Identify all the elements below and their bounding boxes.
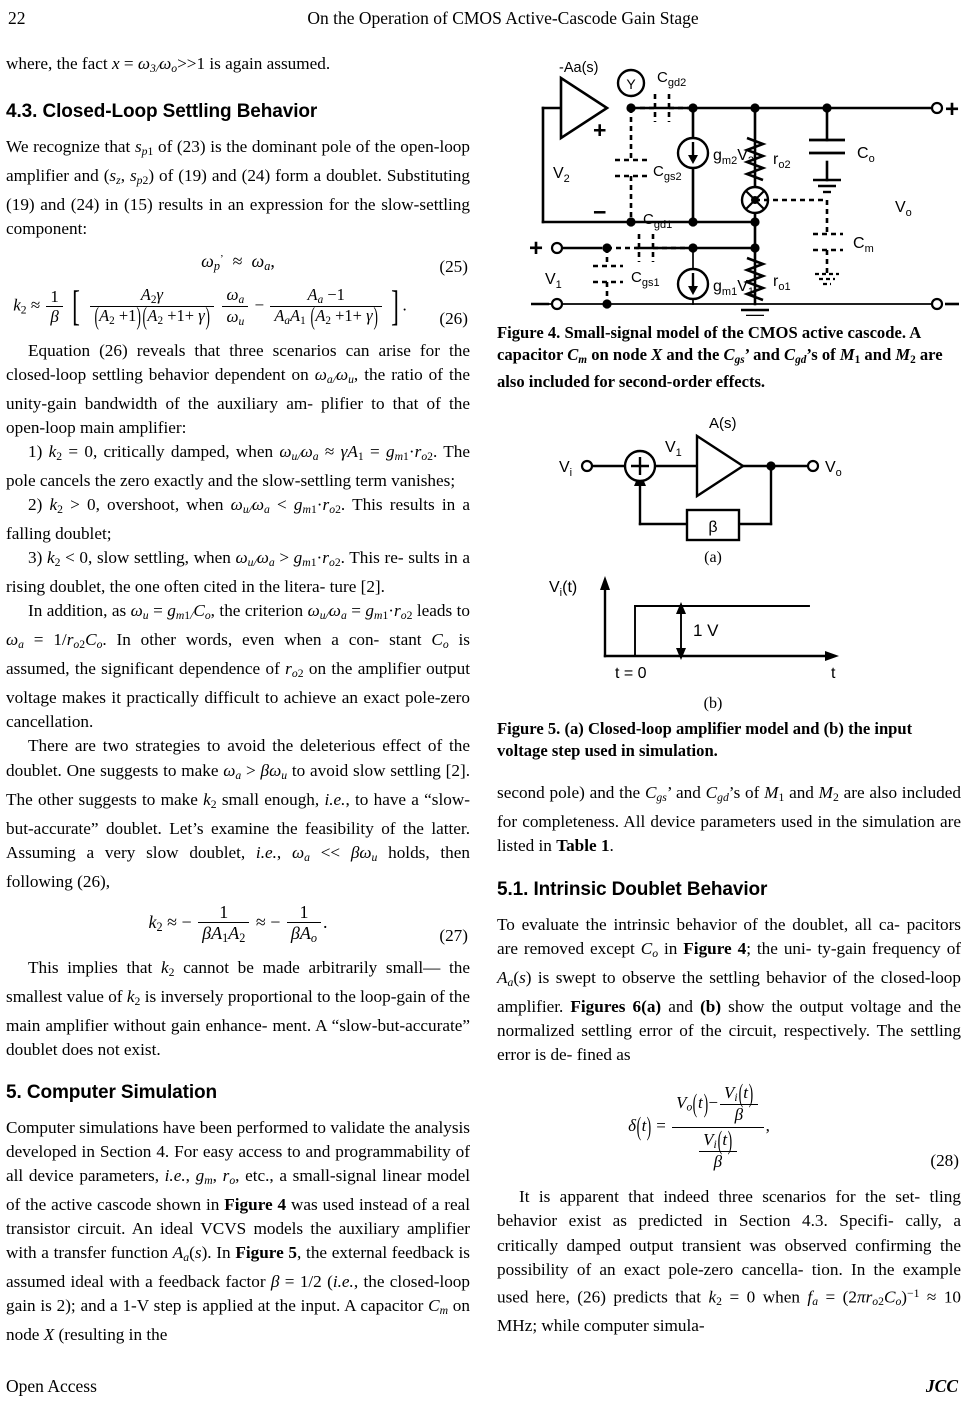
- figure-4-caption: Figure 4. Small-signal model of the CMOS active cascode. A capacitor $C_m$ on node X and the $C_{gs}$’ and $C_{gd}’s$ of $M_1$ and $M_2$ are also included for second-order effects.: [497, 323, 943, 391]
- vo-terminal: [808, 461, 818, 471]
- paragraph-r-2: To evaluate the intrinsic behavior of the doublet, all ca- pacitors are removed except $C_o$ in Figure 4; the uni- ty-gain frequency of $A_a(s)$ is swept to observe the settling behavior of the closed-loop amplifier. Figures 6(a) and (b) show the output voltage and the normalized settling error of the circuit, respectively. The settling error is de- fined as: [497, 914, 962, 1064]
- step-arrow-down: [676, 648, 686, 660]
- page-footer: [0, 1376, 966, 1400]
- t-axis-label: t: [831, 665, 836, 683]
- summing-junction: [625, 451, 655, 481]
- open-access-label: Open Access: [6, 1376, 97, 1396]
- co-label: $C_o$: [857, 145, 875, 165]
- left-column: [6, 52, 470, 1347]
- ro1-label: $r_{o1}$: [773, 273, 791, 293]
- gm1v1-current-source: [678, 269, 708, 299]
- a-of-s-label: A(s): [709, 415, 737, 433]
- t-zero-label: t = 0: [615, 665, 647, 683]
- list-item-2: 2) $k_2 > 0$, overshoot, when $\omega_{u/}\omega_a < g_{m1}\cdot r_{o2}$. This results in a falling doublet;: [6, 494, 470, 543]
- figure-4-circuit: [497, 52, 961, 316]
- v1-label: $V_1$: [545, 271, 562, 291]
- cgs2-label: $C_{gs2}$: [653, 163, 682, 183]
- vo-node-label: $V_o$: [825, 459, 842, 480]
- heading-5-1: 5.1. Intrinsic Doublet Behavior: [497, 878, 768, 900]
- co-ground-symbol: [813, 180, 841, 192]
- cgs1-label: $C_{gs1}$: [631, 269, 660, 289]
- equation-27-number: (27): [439, 925, 468, 945]
- v1-plus-terminal: [552, 243, 562, 253]
- amplifier-triangle: [697, 436, 743, 496]
- paragraph-r-1: second pole) and the $C_{gs}$’ and $C_{gd}’s$ of $M_1$ and $M_2$ are also included for completeness. All device parameters used in the simulation are listed in Table 1.: [497, 783, 961, 856]
- aux-minus-sign: −: [593, 199, 607, 225]
- equation-28-number: (28): [930, 1151, 959, 1171]
- v1-plus-sign: +: [529, 235, 544, 262]
- node-y-marker: [618, 70, 644, 96]
- lead-sentence: where, the fact $x = \omega_{3/}\omega_o>>1$ is again assumed.: [6, 54, 331, 75]
- figure-5-caption: Figure 5. (a) Closed-loop amplifier model and (b) the input voltage step used in simulation.: [497, 719, 913, 760]
- cgs2-capacitor: [615, 108, 647, 222]
- equation-25-number: (25): [439, 257, 468, 277]
- equation-25: $\omega_p^’ \approx \omega_a$, (25): [201, 251, 468, 277]
- heading-5: 5. Computer Simulation: [6, 1081, 218, 1103]
- paragraph-4-3-2: Equation (26) reveals that three scenarios can arise for the closed-loop settling behavior dependent on $\omega_{a/}\omega_u$, the ratio of the unity-gain bandwidth of the auxiliary am- plifier to that of the open-loop main amplifier:: [6, 340, 470, 437]
- v2-label: $V_2$: [553, 165, 570, 185]
- gm1v1-label: $g_{m1}V_1$: [713, 278, 754, 298]
- figure-5b-sublabel: (b): [703, 695, 723, 713]
- figure-5b-step-plot: [497, 566, 961, 716]
- v1-node-label: $V_1$: [665, 439, 682, 460]
- figure-4: [497, 52, 961, 392]
- running-head: [0, 8, 966, 32]
- cm-label: $C_m$: [853, 235, 874, 255]
- step-value-label: 1 V: [693, 621, 719, 641]
- paragraph-5-1: Computer simulations have been performed to validate the analysis developed in Section 4. For easy access to and programmability of all device parameters, i.e., $g_m$, $r_o$, etc., a small-signal linear model of the active cascode shown in Figure 4 was used instead of a real transistor circuit. An ideal VCVS models the auxiliary amplifier with a transfer function $A_a(s)$. In Figure 5, the external feedback is assumed ideal with a feedback factor β = 1/2 (i.e., the closed-loop gain is 2); and a 1-V step is applied at the input. A capacitor $C_m$ on node X (resulting in the: [6, 1117, 471, 1345]
- vi-terminal: [582, 461, 592, 471]
- figure-5a-block-diagram: [497, 406, 961, 566]
- gm2v2-current-source: [678, 138, 708, 168]
- paragraph-4-3-4: There are two strategies to avoid the deleterious effect of the doublet. One suggests to make $\omega_a > \beta\omega_u$ to avoid slow settling [2]. The other suggests to make $k_2$ small enough, i.e., to have a “slow-but-accurate” doublet. Let’s examine the feasibility of the latter. Assuming a very slow doublet, i.e., $\omega_a << \beta\omega_u$ holds, then following (26),: [6, 736, 471, 891]
- journal-abbreviation: JCC: [925, 1376, 958, 1396]
- beta-label: β: [708, 519, 718, 537]
- vo-label: $V_o$: [895, 199, 912, 219]
- main-ground-symbol: [741, 310, 769, 316]
- vi-t-axis-label: $V_i(t)$: [549, 579, 578, 600]
- list-item-1: 1) $k_2 = 0$, critically damped, when $\omega_{u/}\omega_a \approx \gamma A_1 = g_{m1}\cdot r_{o2}$. The pole cancels the zero exactly and the slow-settling term vanishes;: [6, 441, 470, 490]
- equation-27: $k_2$ ≈ − $\frac{1}{\beta A_1A_2}$ ≈ − $\frac{1}{\beta A_o}$ . (27): [148, 901, 468, 946]
- equation-28: δ(t) = $V_o(t)-$ $\frac{V_i(t)}{\beta}$ $\frac{V_i(t)}{\beta}$ , (28): [628, 1078, 959, 1171]
- gm2v2-label: $g_{m2}V_2$: [713, 147, 754, 167]
- vo-plus-sign: +: [945, 96, 960, 123]
- cm-ground-symbol: [815, 274, 839, 284]
- aux-amp-label: -Aa(s): [559, 60, 599, 76]
- aux-plus-sign: +: [593, 117, 607, 143]
- equation-26-number: (26): [439, 308, 468, 328]
- cgs1-capacitor: [593, 248, 623, 304]
- equation-26: $k_2$ ≈ $\frac{1}{\beta}$ [ $\frac{A_2\gamma}{(A_2 +1)(A_2 +1+ \gamma)}$ $\frac{\omega_a}{\omega_u}$ − $\frac{A_a -1}{A_aA_1 (A_2 +1+ \gamma)}$ ] . (26): [13, 282, 468, 331]
- vo-plus-terminal: [932, 103, 942, 113]
- list-item-3: 3) $k_2 < 0$, slow settling, when $\omega_{u/}\omega_a > g_{m1}\cdot r_{o2}$. This re- sults in a rising doublet, the one often cited in the litera- ture [2].: [6, 548, 470, 597]
- cgd2-label: $C_{gd2}$: [657, 69, 687, 89]
- output-junction-dot: [766, 462, 775, 471]
- step-arrow-up: [676, 602, 686, 614]
- y-axis-arrowhead: [600, 576, 610, 590]
- co-capacitor: [809, 140, 845, 153]
- figure-5a-sublabel: (a): [704, 549, 722, 567]
- cm-capacitor: [755, 200, 843, 274]
- paragraph-4-3-1: We recognize that $s_{p1}$ of (23) is the dominant pole of the open-loop amplifier and ($s_z$, $s_{p2}$) of (19) and (24) form a doublet. Substituting (19) and (24) in (15) results in an expression for the slow-settling component:: [6, 137, 470, 239]
- node-y-label: Y: [626, 76, 636, 92]
- paragraph-r-3: It is apparent that indeed three scenarios for the set- tling behavior exist as predicted in Section 4.3. Specifi- cally, a critically damped output transient was observed confirming the possibility of an exact pole-zero cancella- tion. In the example used here, (26) predicts that $k_2 = 0$ when $f_a = (2\pi r_{o2}C_o)^{-1} \approx 10$ MHz; while computer simula-: [497, 1187, 962, 1335]
- paragraph-4-3-5: This implies that $k_2$ cannot be made arbitrarily small— the smallest value of $k_2$ is inversely proportional to the loop-gain of the main amplifier without gain enhance- ment. A “slow-but-accurate” doublet does not exist.: [6, 957, 471, 1059]
- figure-5: [497, 406, 961, 761]
- vi-label: $V_i$: [559, 459, 573, 480]
- page-number: 22: [8, 8, 26, 28]
- paragraph-4-3-3: In addition, as $\omega_u = g_{m1/}C_o$, the criterion $\omega_{u/}\omega_a = g_{m1}\cdot r_{o2}$ leads to $\omega_a = 1/r_{o2}C_o$. In other words, even when a con- stant $C_o$ is assumed, the significant dependence of $r_{o2}$ on the amplifier output voltage makes it practically difficult to achieve an exact pole-zero cancellation.: [6, 601, 470, 732]
- right-column: [497, 52, 961, 1338]
- v1-minus-terminal: [552, 299, 562, 309]
- cgd1-label: $C_{gd1}$: [643, 211, 673, 231]
- heading-4-3: 4.3. Closed-Loop Settling Behavior: [6, 101, 318, 123]
- x-axis-arrowhead: [825, 651, 839, 661]
- running-title: On the Operation of CMOS Active-Cascode Gain Stage: [307, 8, 699, 28]
- ro2-label: $r_{o2}$: [773, 151, 791, 171]
- vo-minus-terminal: [932, 299, 942, 309]
